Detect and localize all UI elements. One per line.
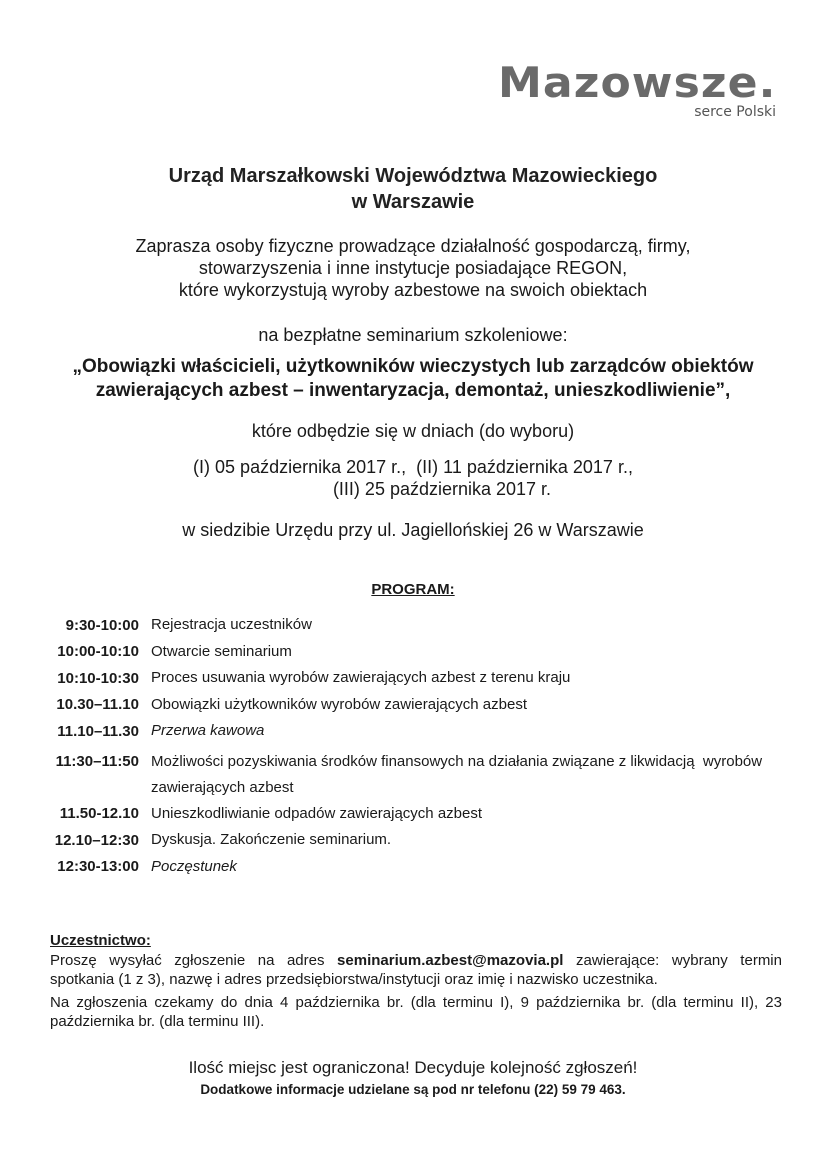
program-time: 12:30-13:00: [57, 858, 139, 876]
dates-line-2: (III) 25 października 2017 r.: [332, 479, 552, 499]
participation-deadlines: Na zgłoszenia czekamy do dnia 4 października br. (dla terminu I), 9 października br. (dla terminu II), 23 października br. (dla terminu III).: [50, 994, 782, 1030]
program-desc: Przerwa kawowa: [151, 722, 265, 740]
program-desc: Rejestracja uczestników: [151, 616, 312, 634]
seats-limited-notice: Ilość miejsc jest ograniczona! Decyduje kolejność zgłoszeń!: [188, 1058, 638, 1077]
dates-intro: które odbędzie się w dniach (do wyboru): [251, 421, 575, 441]
participation-heading: Uczestnictwo:: [50, 932, 151, 949]
seminar-topic: [0, 355, 826, 403]
program-item: [48, 692, 798, 719]
program-item: [48, 801, 798, 828]
program-item: [48, 665, 798, 692]
venue: w siedzibie Urzędu przy ul. Jagiellońskiej 26 w Warszawie: [182, 520, 644, 540]
program-time: 11:30–11:50: [55, 752, 139, 770]
intro-line-3: które wykorzystują wyroby azbestowe na swoich obiektach: [178, 280, 648, 300]
contact-email[interactable]: seminarium.azbest@mazovia.pl: [337, 952, 564, 969]
topic-line-1: „Obowiązki właścicieli, użytkowników wieczystych lub zarządców obiektów: [72, 356, 754, 377]
program-item: [48, 745, 798, 801]
intro-line-1: Zaprasza osoby fizyczne prowadzące działalność gospodarczą, firmy,: [135, 236, 691, 256]
program-item: [48, 612, 798, 639]
program-time: 12.10–12:30: [54, 831, 139, 849]
title-line-2: w Warszawie: [351, 191, 475, 213]
program-desc: Obowiązki użytkowników wyrobów zawierających azbest: [151, 695, 527, 713]
program-desc: Unieszkodliwianie odpadów zawierających azbest: [151, 804, 483, 822]
program-item: [48, 827, 798, 854]
intro-line-2: stowarzyszenia i inne instytucje posiadające REGON,: [198, 258, 628, 278]
phone-info: Dodatkowe informacje udzielane są pod nr telefonu (22) 59 79 463.: [200, 1082, 626, 1097]
program-time: 9:30-10:00: [65, 616, 139, 634]
mazowsze-logo: [498, 58, 788, 122]
invitation-intro: [0, 235, 826, 301]
seminar-lead: na bezpłatne seminarium szkoleniowe:: [258, 325, 568, 345]
page-title: [0, 163, 826, 215]
topic-line-2: zawierających azbest – inwentaryzacja, demontaż, unieszkodliwienie”,: [95, 380, 731, 401]
program-time: 11.10–11.30: [57, 722, 139, 740]
program-heading: PROGRAM:: [371, 581, 455, 598]
program-time: 10.30–11.10: [56, 696, 139, 714]
program-time: 10:10-10:30: [57, 669, 139, 687]
program-item: [48, 639, 798, 666]
program-time: 10:00-10:10: [57, 643, 139, 661]
title-line-1: Urząd Marszałkowski Województwa Mazowieckiego: [168, 165, 658, 187]
logo-tagline: serce Polski: [694, 104, 776, 120]
participation-section: [50, 931, 782, 1035]
program-desc: Dyskusja. Zakończenie seminarium.: [151, 831, 392, 849]
program-desc: Otwarcie seminarium: [151, 642, 292, 660]
program-desc: Proces usuwania wyrobów zawierających azbest z terenu kraju: [151, 669, 571, 687]
logo-wordmark: Mazowsze.: [498, 58, 777, 107]
program-desc: Poczęstunek: [151, 857, 237, 875]
dates-line-1: (I) 05 października 2017 r., (II) 11 października 2017 r.,: [193, 457, 633, 477]
program-item: [48, 718, 798, 745]
program-list: [48, 612, 798, 880]
program-item: [48, 854, 798, 881]
participation-instructions: Proszę wysyłać zgłoszenie na adres seminarium.azbest@mazovia.pl zawierające: wybrany termin spotkania (1 z 3), nazwę i adres przedsiębiorstwa/instytucji oraz imię i nazwisko uczestnika.: [50, 952, 782, 988]
program-time: 11.50-12.10: [59, 805, 139, 823]
program-desc: Możliwości pozyskiwania środków finansowych na działania związane z likwidacją wyrobów zawierających azbest: [151, 752, 767, 796]
